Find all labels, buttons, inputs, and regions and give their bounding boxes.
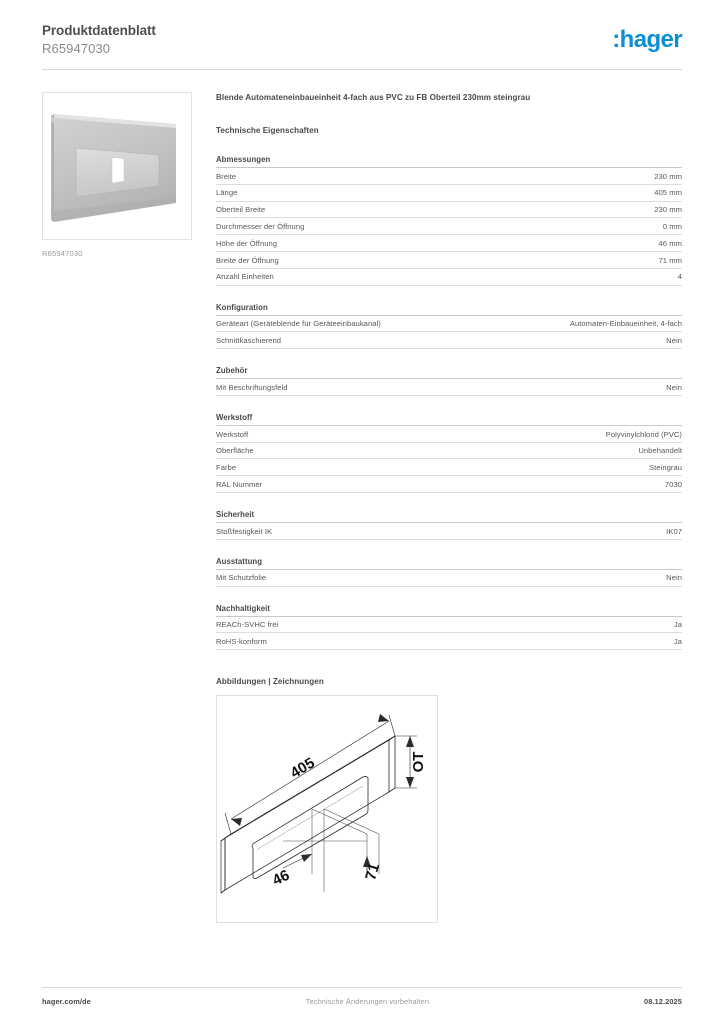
spec-label: Werkstoff: [216, 429, 249, 439]
spec-section: [216, 155, 682, 285]
spec-label: Schnittkaschierend: [216, 335, 282, 345]
spec-row: [216, 443, 682, 460]
spec-section-title: Ausstattung: [216, 557, 682, 570]
spec-label: Durchmesser der Öffnung: [216, 222, 305, 232]
spec-section: [216, 413, 682, 493]
footer-date: 08.12.2025: [643, 997, 682, 1006]
spec-row: [216, 168, 682, 185]
spec-value: Nein: [666, 382, 682, 392]
spec-value: Nein: [666, 335, 682, 345]
spec-section: [216, 604, 682, 651]
spec-row: [216, 459, 682, 476]
thumbnail-caption: R65947030: [42, 248, 83, 258]
spec-label: Länge: [216, 188, 238, 198]
page-title: Produktdatenblatt: [42, 23, 156, 38]
spec-label: Geräteart (Geräteblende für Geräteeinbaukanal): [216, 319, 381, 329]
spec-value: 4: [677, 272, 682, 282]
spec-row: [216, 185, 682, 202]
spec-row: [216, 523, 682, 540]
spec-row: [216, 426, 682, 443]
technical-drawing-graphic: [217, 696, 437, 922]
spec-row: [216, 617, 682, 634]
spec-label: RAL Nummer: [216, 479, 263, 489]
dimension-label-opening-height: 46: [269, 866, 293, 890]
spec-section: [216, 366, 682, 396]
spec-section: [216, 510, 682, 540]
spec-row: [216, 218, 682, 235]
spec-row: [216, 202, 682, 219]
spec-row: [216, 379, 682, 396]
product-image-column: [42, 92, 208, 923]
page-content: [42, 70, 682, 923]
technical-drawing: [216, 695, 438, 923]
product-thumbnail: [42, 92, 192, 240]
spec-value: 405 mm: [654, 188, 682, 198]
spec-row: [216, 633, 682, 650]
spec-sections: [216, 155, 682, 650]
spec-row: [216, 476, 682, 493]
drawings-heading: Abbildungen | Zeichnungen: [216, 677, 324, 687]
spec-section-title: Sicherheit: [216, 510, 682, 523]
spec-row: [216, 235, 682, 252]
spec-value: Steingrau: [649, 463, 682, 473]
spec-section-title: Zubehör: [216, 366, 682, 379]
spec-value: 46 mm: [658, 238, 682, 248]
spec-value: 71 mm: [658, 255, 682, 265]
spec-value: 230 mm: [654, 205, 682, 215]
spec-value: Unbehandelt: [638, 446, 682, 456]
spec-row: [216, 252, 682, 269]
spec-label: Breite: [216, 171, 237, 181]
spec-value: 230 mm: [654, 171, 682, 181]
spec-row: [216, 332, 682, 349]
product-photo-graphic: [43, 93, 191, 239]
spec-value: IK07: [666, 526, 682, 536]
spec-label: RoHS-konform: [216, 636, 267, 646]
spec-section-title: Werkstoff: [216, 413, 682, 426]
spec-row: [216, 269, 682, 286]
spec-label: Höhe der Öffnung: [216, 238, 278, 248]
page-header: [42, 0, 682, 58]
footer-disclaimer: Technische Änderungen vorbehalten: [305, 997, 430, 1006]
technical-properties-heading: Technische Eigenschaften: [216, 126, 319, 136]
spec-value: 0 mm: [662, 222, 682, 232]
spec-section-title: Abmessungen: [216, 155, 682, 168]
spec-label: Breite der Öffnung: [216, 255, 279, 265]
specifications-column: [208, 92, 682, 923]
spec-row: [216, 570, 682, 587]
header-titles: [42, 22, 156, 58]
spec-label: Mit Beschriftungsfeld: [216, 382, 288, 392]
spec-label: Mit Schutzfolie: [216, 573, 267, 583]
footer-website[interactable]: hager.com/de: [42, 997, 91, 1006]
dimension-label-length: 405: [287, 754, 318, 783]
spec-value: Automaten-Einbaueinheit, 4-fach: [569, 319, 682, 329]
spec-value: Ja: [673, 620, 682, 630]
spec-label: Farbe: [216, 463, 237, 473]
spec-section-title: Nachhaltigkeit: [216, 604, 682, 617]
spec-label: REACh-SVHC frei: [216, 620, 279, 630]
spec-section-title: Konfiguration: [216, 303, 682, 316]
spec-value: Polyvinylchlorid (PVC): [605, 429, 682, 439]
spec-section: [216, 303, 682, 350]
dimension-label-opening-width: 71: [362, 861, 384, 883]
page-footer: [42, 987, 682, 1006]
dimension-label-top-part: OT: [410, 751, 427, 773]
spec-label: Stoßfestigkeit IK: [216, 526, 273, 536]
product-description: Blende Automateneinbaueinheit 4-fach aus PVC zu FB Oberteil 230mm steingrau: [216, 92, 531, 102]
spec-value: Nein: [666, 573, 682, 583]
spec-label: Oberteil Breite: [216, 205, 266, 215]
hager-logo: :hager: [612, 26, 682, 53]
spec-label: Oberfläche: [216, 446, 254, 456]
spec-section: [216, 557, 682, 587]
spec-label: Anzahl Einheiten: [216, 272, 274, 282]
product-reference: R65947030: [42, 41, 111, 57]
spec-row: [216, 316, 682, 333]
spec-value: 7030: [664, 479, 682, 489]
spec-value: Ja: [673, 636, 682, 646]
